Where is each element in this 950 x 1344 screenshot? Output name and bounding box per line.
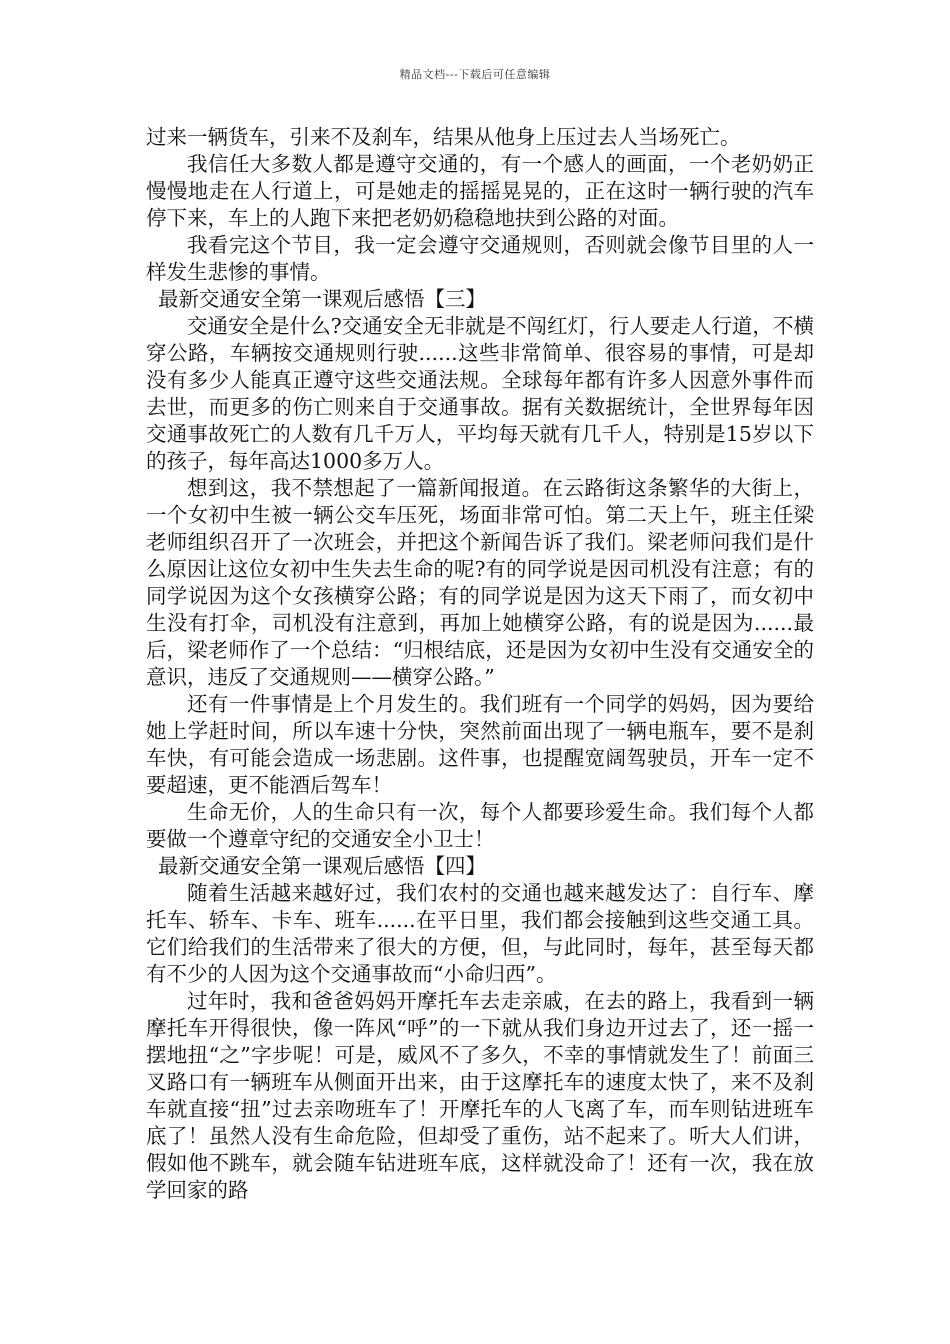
paragraph: 交通安全是什么?交通安全无非就是不闯红灯，行人要走人行道，不横穿公路，车辆按交通规则行驶......这些非常简单、很容易的事情，可是却没有多少人能真正遵守这些交通法规。全球每年都有许多人因意外事件而去世，而更多的伤亡则来自于交通事故。据有关数据统计，全世界每年因交通事故死亡的人数有几千万人，平均每天就有几千人，特别是15岁以下的孩子，每年高达1000多万人。 [146, 314, 814, 473]
paragraph: 生命无价，人的生命只有一次，每个人都要珍爱生命。我们每个人都要做一个遵章守纪的交通安全小卫士！ [146, 800, 814, 851]
paragraph: 随着生活越来越好过，我们农村的交通也越来越发达了：自行车、摩托车、轿车、卡车、班车......在平日里，我们都会接触到这些交通工具。它们给我们的生活带来了很大的方便，但，与此同时，每年，甚至每天都有不少的人因为这个交通事故而“小命归西”。 [146, 881, 814, 986]
paragraph: 想到这，我不禁想起了一篇新闻报道。在云路街这条繁华的大街上，一个女初中生被一辆公交车压死，场面非常可怕。第二天上午，班主任梁老师组织召开了一次班会，并把这个新闻告诉了我们。梁老师问我们是什么原因让这位女初中生失去生命的呢?有的同学说是因司机没有注意；有的同学说因为这个女孩横穿公路；有的同学说是因为这天下雨了，而女初中生没有打伞，司机没有注意到，再加上她横穿公路，有的说是因为......最后，梁老师作了一个总结：“归根结底，还是因为女初中生没有交通安全的意识，违反了交通规则——横穿公路。” [146, 476, 814, 689]
paragraph: 我信任大多数人都是遵守交通的，有一个感人的画面，一个老奶奶正慢慢地走在人行道上，可是她走的摇摇晃晃的，正在这时一辆行驶的汽车停下来，车上的人跑下来把老奶奶稳稳地扶到公路的对面。 [146, 152, 814, 230]
paragraph: 还有一件事情是上个月发生的。我们班有一个同学的妈妈，因为要给她上学赶时间，所以车速十分快，突然前面出现了一辆电瓶车，要不是刹车快，有可能会造成一场悲剧。这件事，也提醒宽阔驾驶员，开车一定不要超速，更不能酒后驾车！ [146, 692, 814, 797]
paragraph: 我看完这个节目，我一定会遵守交通规则，否则就会像节目里的人一样发生悲惨的事情。 [146, 233, 814, 284]
section-heading: 最新交通安全第一课观后感悟【四】 [158, 854, 486, 878]
paragraph: 过来一辆货车，引来不及刹车，结果从他身上压过去人当场死亡。 [146, 125, 741, 149]
section-heading: 最新交通安全第一课观后感悟【三】 [158, 287, 486, 311]
page-header: 精品文档---下载后可任意编辑 [399, 68, 551, 81]
paragraph: 过年时，我和爸爸妈妈开摩托车去走亲戚，在去的路上，我看到一辆摩托车开得很快，像一阵风“呼”的一下就从我们身边开过去了，还一摇一摆地扭“之”字步呢！可是，威风不了多久，不幸的事情就发生了！前面三叉路口有一辆班车从侧面开出来，由于这摩托车的速度太快了，来不及刹车就直接“扭”过去亲吻班车了！开摩托车的人飞离了车，而车则钻进班车底了！虽然人没有生命危险，但却受了重伤，站不起来了。听大人们讲，假如他不跳车，就会随车钻进班车底，这样就没命了！还有一次，我在放学回家的路 [146, 989, 814, 1202]
document-body [146, 124, 814, 1204]
